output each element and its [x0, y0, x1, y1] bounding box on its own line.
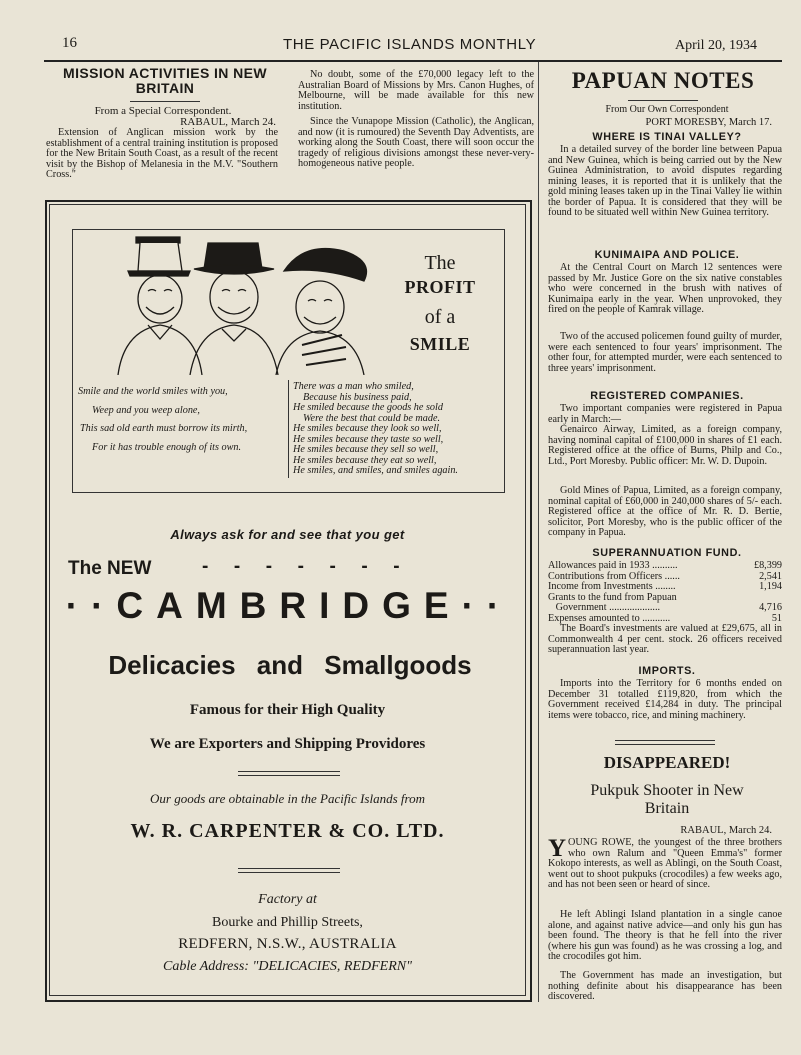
- ad-brand-cambridge: ··CAMBRIDGE··: [65, 585, 513, 626]
- mission-dateline: RABAUL, March 24.: [180, 116, 276, 128]
- ad-rule-2: [238, 868, 340, 873]
- ad-heading-profit: PROFIT: [404, 277, 476, 297]
- ad-obtainable: Our goods are obtainable in the Pacific Islands from: [150, 791, 425, 806]
- papuan-title: PAPUAN NOTES: [571, 68, 755, 93]
- mission-byline: From a Special Correspondent.: [94, 105, 232, 117]
- table-cell-value: 1,194: [759, 581, 782, 592]
- papuan-section-2-heading: KUNIMAIPA AND POLICE.: [594, 249, 740, 261]
- papuan-section-1-heading: WHERE IS TINAI VALLEY?: [592, 131, 742, 143]
- disappeared-title: DISAPPEARED!: [603, 753, 731, 772]
- table-cell-value: 4,716: [759, 602, 782, 613]
- disappeared-paragraph-3: The Government has made an investigation, but nothing definite about his disappearance has been discovered.: [548, 970, 782, 1002]
- ad-rule-1: [238, 771, 340, 776]
- papuan-section-1-paragraph: In a detailed survey of the border line between Papua and New Guinea, which is being carried out by the New Guinea Administration, to avoid disputes regarding mining leases, it is reported that it is unlikely that the gold mining leases taken up in the Tinai Valley lie within the border of Papua. It is considered that they will be found to be situated well within New Guinea territory.: [548, 144, 782, 218]
- papuan-section-2-paragraph-1: At the Central Court on March 12 sentences were passed by Mr. Justice Gore on the six native constables who were concerned in the brush with natives of Kunimaipa early in the year. When unprovoked, they fired on the people of Kamrak village.: [548, 262, 782, 315]
- disappeared-subtitle: Pukpuk Shooter in New Britain: [590, 782, 744, 817]
- papuan-section-4-paragraph: The Board's investments are valued at £29,675, all in Commonwealth 4 per cent. stock. 26 officers received superannuation last year.: [548, 623, 782, 655]
- disappeared-paragraph-1: [548, 835, 782, 891]
- ad-factory-label: Factory at: [258, 892, 317, 907]
- column-divider: [538, 62, 539, 1002]
- poem-right-line-1: There was a man who smiled,: [293, 381, 414, 392]
- ad-quality: Famous for their High Quality: [189, 702, 386, 718]
- ad-tagline: Always ask for and see that you get: [170, 527, 405, 542]
- table-cell-label: Expenses amounted to ...........: [548, 612, 671, 624]
- disappeared-paragraph-1-text: OUNG ROWE, the youngest of the three brothers who own Ralum and "Queen Emma's" former Kokopo interests, as well as Ablingi, on the South Coast, went out to shoot pukpuks (crocodiles) a few weeks ago, and has not been seen or heard of since.: [548, 837, 782, 890]
- poem-right-line-2: Because his business paid,: [303, 391, 412, 403]
- ad-heading-the: The: [424, 252, 456, 274]
- poem-right-line-5: He smiles because they look so well,: [293, 423, 442, 434]
- papuan-title-rule: [628, 100, 698, 101]
- disappeared-paragraph-2: He left Ablingi Island plantation in a single canoe alone, and against native advice—and only his gun has been found. The theory is that he fell into the river (where his gun was found) as he was crossing a log, and the crocodiles got him.: [548, 909, 782, 962]
- ad-heading-of-a: of a: [424, 306, 456, 328]
- table-cell-value: 51: [771, 612, 782, 624]
- header-rule: [44, 60, 782, 62]
- papuan-end-rule: [615, 740, 715, 745]
- poem-left-line-1: Smile and the world smiles with you,: [78, 386, 228, 397]
- mission-paragraph-1: Extension of Anglican mission work by the establishment of a central training institution is proposed for the New Britain South Coast, as a result of the recent visit by the Bishop of Melanesia in the M.V. "Southern Cross.": [46, 127, 278, 180]
- table-row: [548, 582, 782, 593]
- ad-company-name: W. R. CARPENTER & CO. LTD.: [130, 820, 445, 842]
- publication-title: THE PACIFIC ISLANDS MONTHLY: [283, 36, 537, 53]
- superannuation-table: [548, 561, 782, 624]
- poem-left-line-4: For it has trouble enough of its own.: [92, 441, 242, 453]
- table-row: [548, 603, 782, 614]
- mission-title: MISSION ACTIVITIES IN NEW BRITAIN: [63, 65, 267, 96]
- papuan-section-2-paragraph-2: Two of the accused policemen found guilty of murder, were each sentenced to four years' imprisonment. The other four, for attempted murder, were each sentenced to three years' imprisonment.: [548, 331, 782, 374]
- ad-street: Bourke and Phillip Streets,: [212, 915, 363, 930]
- papuan-section-5-heading: IMPORTS.: [638, 665, 696, 677]
- poem-right-line-6: He smiles because they taste so well,: [293, 433, 444, 445]
- dropcap-spacer: [548, 838, 568, 858]
- ad-the-new: The NEW: [68, 558, 152, 579]
- disappeared-dateline: RABAUL, March 24.: [680, 825, 772, 836]
- mission-paragraph-2: No doubt, some of the £70,000 legacy left to the Australian Board of Missions by Mrs. Canon Hughes, of Melbourne, will be made available for this new institution.: [298, 69, 534, 112]
- poem-right-line-4: Were the best that could be made.: [303, 412, 441, 424]
- three-smiling-men-illustration: [88, 233, 393, 375]
- table-cell-label: Grants to the fund from Papuan: [548, 591, 677, 603]
- table-cell-label: Allowances paid in 1933 ..........: [548, 560, 678, 571]
- poem-left-line-2: Weep and you weep alone,: [92, 404, 200, 416]
- poem-right-line-8: He smiles because they eat so well,: [293, 454, 437, 466]
- poem-right-line-9: He smiles, and smiles, and smiles again.: [293, 465, 458, 476]
- ad-product-line: Delicacies and Smallgoods: [108, 650, 472, 680]
- issue-date: April 20, 1934: [675, 38, 758, 53]
- papuan-section-3-paragraph-3: Gold Mines of Papua, Limited, as a foreign company, nominal capital of £60,000 in 240,000 shares of 5/- each. Registered office at the office of Mr. R. D. Bertie, solicitor, Port Moresby, who is the public officer of the company in Papua.: [548, 485, 782, 538]
- table-cell-label: Income from Investments ........: [548, 581, 676, 592]
- ad-city: REDFERN, N.S.W., AUSTRALIA: [178, 936, 397, 952]
- poem-left: [78, 387, 284, 453]
- papuan-section-5-paragraph: Imports into the Territory for 6 months ended on December 31 totalled £119,820, from which the Government received £14,284 in duty. The principal items were tobacco, rice, and mining machinery.: [548, 678, 782, 721]
- ad-heading-smile: SMILE: [409, 334, 471, 354]
- page-number: 16: [62, 35, 77, 51]
- poem-right: [293, 382, 499, 477]
- papuan-section-3-paragraph-2: Genairco Airway, Limited, as a foreign company, having nominal capital of £100,000 in shares of £1 each. Registered office at the office of Burns, Philp and Co., Ltd., Port Moresby. Public officer: Mr. W. D. Dupoin.: [548, 424, 782, 467]
- poem-left-line-3: This sad old earth must borrow its mirth,: [80, 423, 248, 434]
- papuan-dateline: PORT MORESBY, March 17.: [645, 117, 772, 128]
- ad-dashes: - - - - - - -: [202, 556, 405, 577]
- table-cell-label: Contributions from Officers ......: [548, 570, 680, 582]
- poem-divider: [288, 380, 289, 478]
- papuan-section-3-paragraph-1: Two important companies were registered in Papua early in March:—: [548, 403, 782, 425]
- poem-right-line-3: He smiled because the goods he sold: [293, 402, 443, 413]
- mission-paragraph-3: Since the Vunapope Mission (Catholic), the Anglican, and now (it is rumoured) the Seventh Day Adventists, are working along the South Coast, there will soon occur the tragedy of religious divisions amongst these never-very-homogeneous native people.: [298, 116, 534, 169]
- table-row: [548, 561, 782, 572]
- disappeared-dropcap: Y: [548, 835, 567, 862]
- ad-cable-address: Cable Address: "DELICACIES, REDFERN": [163, 959, 412, 974]
- table-cell-value: 2,541: [759, 570, 782, 582]
- ad-exporters: We are Exporters and Shipping Providores: [149, 736, 426, 752]
- papuan-byline: From Our Own Correspondent: [605, 104, 729, 115]
- table-cell-value: £8,399: [753, 560, 782, 571]
- mission-title-rule: [130, 101, 200, 102]
- table-cell-label: Government ....................: [548, 602, 661, 613]
- papuan-section-3-heading: REGISTERED COMPANIES.: [590, 390, 744, 402]
- papuan-section-4-heading: SUPERANNUATION FUND.: [592, 547, 742, 559]
- poem-right-line-7: He smiles because they sell so well,: [293, 444, 439, 455]
